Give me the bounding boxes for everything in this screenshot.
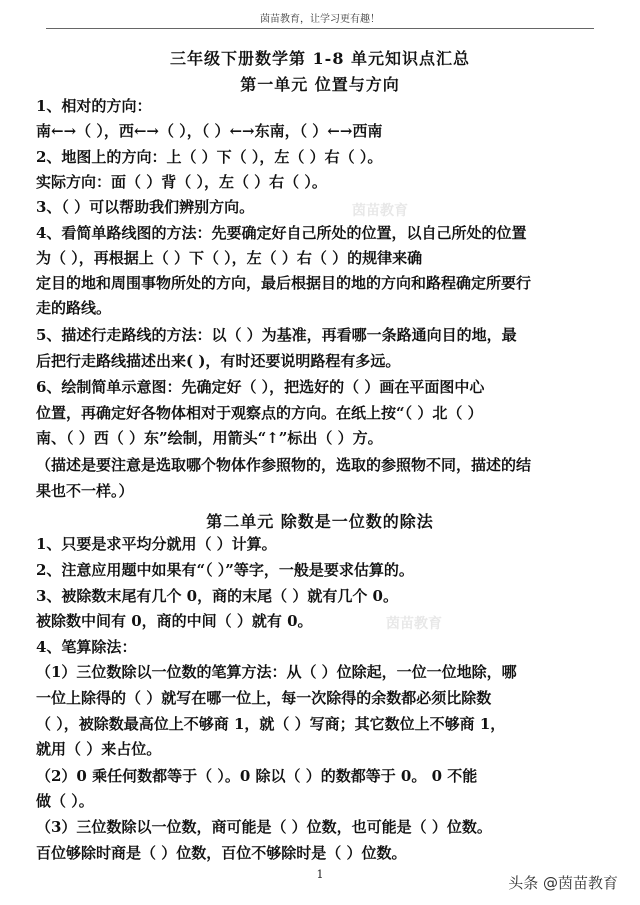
line-18: 2、注意应用题中如果有“（ ）”等字，一般是要求估算的。 [36, 561, 414, 579]
line-6: 4、看简单路线图的方法：先要确定好自己所处的位置，以自己所处的位置 [36, 224, 527, 242]
line-19: 3、被除数末尾有几个 0，商的末尾（ ）就有几个 0。 [36, 587, 398, 605]
header-slogan: 茵苗教育，让学习更有趣！ [260, 14, 380, 25]
line-14: 南、（ ）西（ ）东”绘制，用箭头“↑”标出（ ）方。 [36, 429, 383, 447]
line-7: 为（ ），再根据上（ ）下（ ），左（ ）右（ ）的规律来确 [36, 249, 423, 267]
document-title: 三年级下册数学第 1-8 单元知识点汇总 [169, 49, 471, 68]
line-27: 做（ ）。 [36, 792, 94, 810]
header-divider [46, 28, 594, 29]
footer-logo: 头条 @茵苗教育 [508, 874, 618, 892]
line-22: （1）三位数除以一位数的笔算方法：从（ ）位除起，一位一位地除，哪 [36, 663, 517, 681]
line-3: 2、地图上的方向：上（ ）下（ ），左（ ）右（ ）。 [36, 148, 383, 166]
watermark-2: 茵苗教育 [386, 616, 442, 632]
line-13: 位置，再确定好各物体相对于观察点的方向。在纸上按“（ ）北（ ） [36, 404, 483, 422]
unit2-title: 第二单元 除数是一位数的除法 [206, 512, 434, 531]
line-16: 果也不一样。） [36, 482, 134, 500]
line-17: 1、只要是求平均分就用（ ）计算。 [36, 535, 277, 553]
line-28: （3）三位数除以一位数，商可能是（ ）位数，也可能是（ ）位数。 [36, 818, 492, 836]
line-25: 就用（ ）来占位。 [36, 740, 162, 758]
line-2: 南←→（ ），西←→（ ），（ ）←→东南，（ ）←→西南 [36, 122, 383, 140]
line-8: 定目的地和周围事物所处的方向，最后根据目的地的方向和路程确定所要行 [36, 274, 532, 292]
line-10: 5、描述行走路线的方法：以（ ）为基准，再看哪一条路通向目的地，最 [36, 326, 517, 344]
line-5: 3、（ ）可以帮助我们辨别方向。 [36, 198, 255, 216]
line-26: （2）0 乘任何数都等于（ ）。0 除以（ ）的数都等于 0。 0 不能 [36, 767, 478, 785]
line-9: 走的路线。 [36, 299, 112, 317]
line-4: 实际方向：面（ ）背（ ），左（ ）右（ ）。 [36, 173, 327, 191]
watermark-1: 茵苗教育 [352, 203, 408, 219]
page-number: 1 [316, 868, 324, 881]
line-15: （描述是要注意是选取哪个物体作参照物的，选取的参照物不同，描述的结 [36, 456, 532, 474]
line-23: 一位上除得的（ ）就写在哪一位上，每一次除得的余数都必须比除数 [36, 689, 492, 707]
line-29: 百位够除时商是（ ）位数，百位不够除时是（ ）位数。 [36, 844, 407, 862]
line-24: （ ），被除数最高位上不够商 1，就（ ）写商；其它数位上不够商 1， [36, 715, 506, 733]
line-11: 后把行走路线描述出来( )，有时还要说明路程有多远。 [36, 352, 401, 370]
line-20: 被除数中间有 0，商的中间（ ）就有 0。 [36, 612, 313, 630]
line-21: 4、笔算除法： [36, 638, 137, 656]
line-1: 1、相对的方向： [36, 97, 152, 115]
unit1-title: 第一单元 位置与方向 [240, 75, 400, 94]
line-12: 6、绘制简单示意图：先确定好（ ），把选好的（ ）画在平面图中心 [36, 378, 485, 396]
